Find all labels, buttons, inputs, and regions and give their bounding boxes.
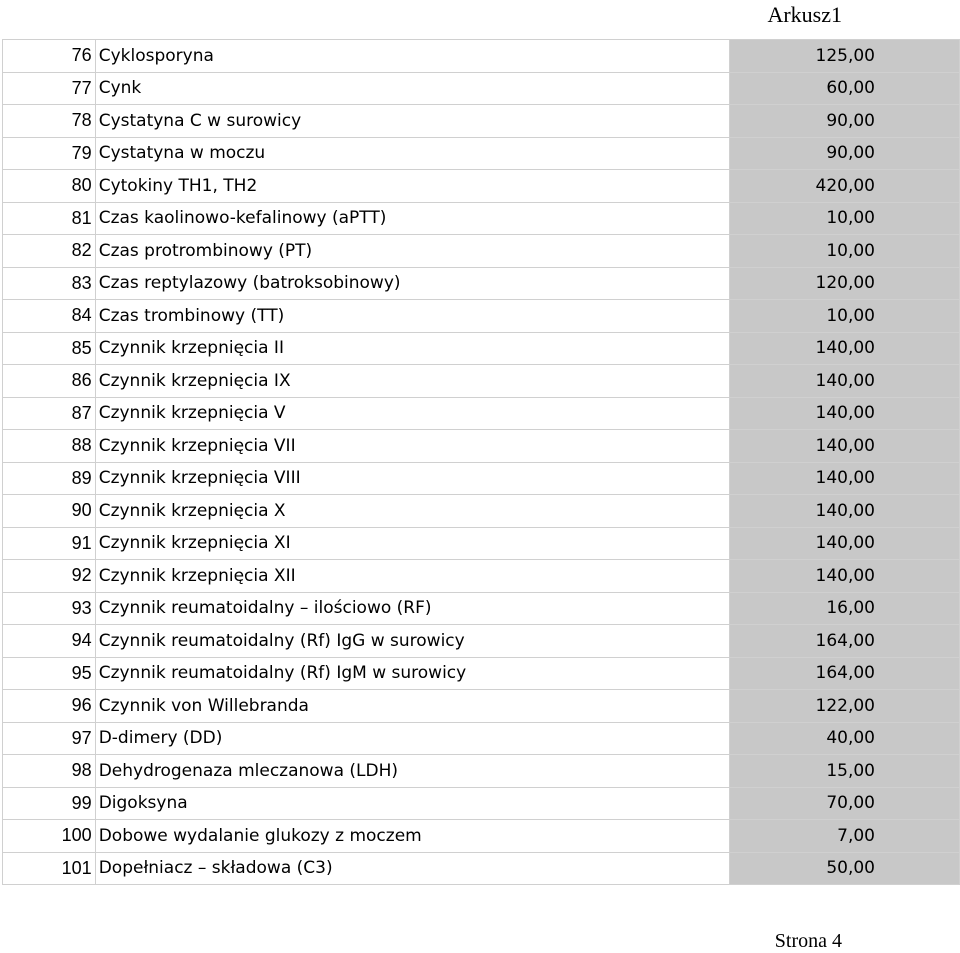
row-number: 101 (3, 852, 96, 885)
row-number: 77 (3, 72, 96, 105)
test-price: 90,00 (730, 137, 960, 170)
table-row (3, 690, 960, 723)
row-number: 88 (3, 430, 96, 463)
test-price: 140,00 (730, 462, 960, 495)
row-number: 80 (3, 170, 96, 203)
test-price: 10,00 (730, 235, 960, 268)
row-number: 95 (3, 657, 96, 690)
test-name: Czynnik reumatoidalny (Rf) IgM w surowicy (95, 657, 730, 690)
test-name: Czynnik reumatoidalny – ilościowo (RF) (95, 592, 730, 625)
table-row (3, 40, 960, 73)
test-price: 122,00 (730, 690, 960, 723)
table-row (3, 300, 960, 333)
table-row (3, 365, 960, 398)
test-name: Czynnik krzepnięcia VIII (95, 462, 730, 495)
table-row (3, 495, 960, 528)
table-row (3, 560, 960, 593)
test-name: Czynnik krzepnięcia VII (95, 430, 730, 463)
row-number: 82 (3, 235, 96, 268)
table-row (3, 430, 960, 463)
table-row (3, 592, 960, 625)
test-price: 50,00 (730, 852, 960, 885)
row-number: 84 (3, 300, 96, 333)
test-price: 16,00 (730, 592, 960, 625)
test-price: 90,00 (730, 105, 960, 138)
test-name: Cyklosporyna (95, 40, 730, 73)
test-price: 125,00 (730, 40, 960, 73)
table-row (3, 105, 960, 138)
row-number: 85 (3, 332, 96, 365)
row-number: 89 (3, 462, 96, 495)
test-name: Cynk (95, 72, 730, 105)
table-row (3, 202, 960, 235)
row-number: 78 (3, 105, 96, 138)
test-price: 120,00 (730, 267, 960, 300)
table-row (3, 170, 960, 203)
test-name: Czas trombinowy (TT) (95, 300, 730, 333)
test-price: 140,00 (730, 430, 960, 463)
test-price: 140,00 (730, 495, 960, 528)
table-row (3, 267, 960, 300)
test-name: Czynnik krzepnięcia XI (95, 527, 730, 560)
test-name: Czynnik von Willebranda (95, 690, 730, 723)
test-name: Czynnik krzepnięcia V (95, 397, 730, 430)
row-number: 81 (3, 202, 96, 235)
test-price: 140,00 (730, 527, 960, 560)
test-price: 10,00 (730, 202, 960, 235)
test-price: 140,00 (730, 365, 960, 398)
test-price: 164,00 (730, 657, 960, 690)
test-price: 7,00 (730, 820, 960, 853)
test-price: 15,00 (730, 755, 960, 788)
test-price: 10,00 (730, 300, 960, 333)
test-name: Cytokiny TH1, TH2 (95, 170, 730, 203)
test-name: D-dimery (DD) (95, 722, 730, 755)
table-row (3, 722, 960, 755)
test-name: Czynnik krzepnięcia X (95, 495, 730, 528)
test-name: Czas reptylazowy (batroksobinowy) (95, 267, 730, 300)
test-name: Dobowe wydalanie glukozy z moczem (95, 820, 730, 853)
table-row (3, 755, 960, 788)
page-number: Strona 4 (774, 930, 842, 952)
test-name: Czynnik krzepnięcia IX (95, 365, 730, 398)
price-table (2, 39, 960, 885)
test-price: 420,00 (730, 170, 960, 203)
table-row (3, 527, 960, 560)
test-price: 140,00 (730, 397, 960, 430)
test-name: Dehydrogenaza mleczanowa (LDH) (95, 755, 730, 788)
test-price: 140,00 (730, 560, 960, 593)
row-number: 96 (3, 690, 96, 723)
test-name: Czynnik krzepnięcia II (95, 332, 730, 365)
row-number: 79 (3, 137, 96, 170)
row-number: 86 (3, 365, 96, 398)
table-row (3, 137, 960, 170)
test-name: Czynnik krzepnięcia XII (95, 560, 730, 593)
table-row (3, 462, 960, 495)
row-number: 100 (3, 820, 96, 853)
table-body (3, 40, 960, 885)
test-price: 60,00 (730, 72, 960, 105)
table-row (3, 397, 960, 430)
row-number: 87 (3, 397, 96, 430)
test-price: 70,00 (730, 787, 960, 820)
table-row (3, 787, 960, 820)
test-name: Dopełniacz – składowa (C3) (95, 852, 730, 885)
test-name: Cystatyna C w surowicy (95, 105, 730, 138)
test-name: Digoksyna (95, 787, 730, 820)
row-number: 92 (3, 560, 96, 593)
test-name: Cystatyna w moczu (95, 137, 730, 170)
row-number: 97 (3, 722, 96, 755)
test-price: 40,00 (730, 722, 960, 755)
row-number: 76 (3, 40, 96, 73)
table-row (3, 332, 960, 365)
row-number: 93 (3, 592, 96, 625)
row-number: 94 (3, 625, 96, 658)
test-price: 140,00 (730, 332, 960, 365)
table-row (3, 820, 960, 853)
table-row (3, 72, 960, 105)
table-row (3, 625, 960, 658)
test-name: Czas kaolinowo-kefalinowy (aPTT) (95, 202, 730, 235)
row-number: 98 (3, 755, 96, 788)
test-price: 164,00 (730, 625, 960, 658)
sheet-name: Arkusz1 (767, 2, 842, 27)
table-row (3, 235, 960, 268)
row-number: 99 (3, 787, 96, 820)
test-name: Czas protrombinowy (PT) (95, 235, 730, 268)
test-name: Czynnik reumatoidalny (Rf) IgG w surowicy (95, 625, 730, 658)
row-number: 83 (3, 267, 96, 300)
table-row (3, 657, 960, 690)
row-number: 91 (3, 527, 96, 560)
row-number: 90 (3, 495, 96, 528)
table-row (3, 852, 960, 885)
